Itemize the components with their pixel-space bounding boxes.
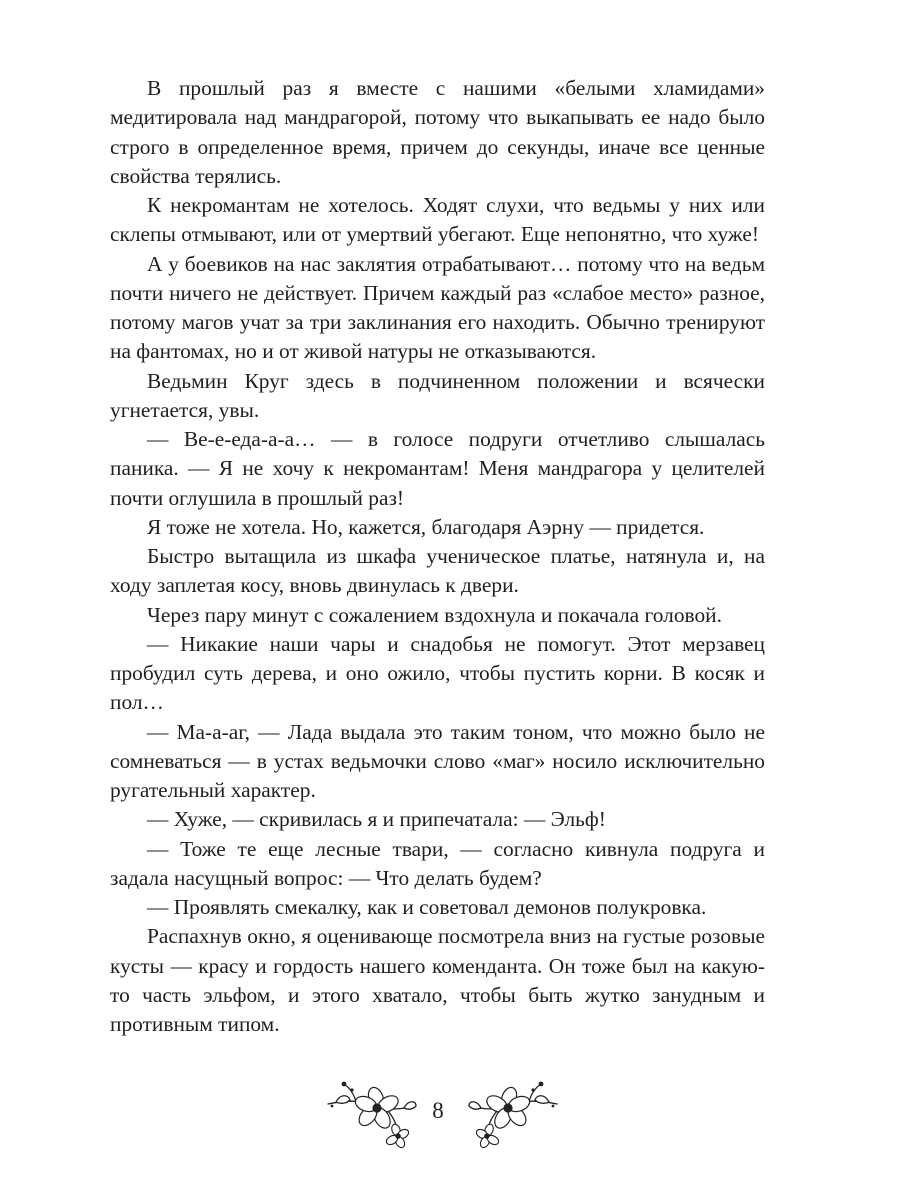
paragraph: Распахнув окно, я оценивающе посмотрела вниз на густые розовые кусты — красу и гордость нашего коменданта. Он тоже был на какую-то часть эльфом, и этого хватало, чтобы быть жутко занудным и противным типом. [110, 924, 765, 1036]
paragraph: — Ма-а-аг, — Лада выдала это таким тоном, что можно было не сомневаться — в устах ведьмочки слово «маг» носило исключительно ругательный характер. [110, 719, 765, 802]
paragraph: В прошлый раз я вместе с нашими «белыми хламидами» медитировала над мандрагорой, потому что выкапывать ее надо было строго в определенное время, причем до секунды, иначе все ценные свойства терялись. [110, 76, 765, 188]
paragraph: — Никакие наши чары и снадобья не помогут. Этот мерзавец пробудил суть дерева, и оно ожило, чтобы пустить корни. В косяк и пол… [110, 631, 765, 715]
body-text [110, 74, 765, 1039]
paragraph: Я тоже не хотела. Но, кажется, благодаря Аэрну — придется. [147, 514, 705, 539]
paragraph: Ведьмин Круг здесь в подчиненном положении и всячески угнетается, увы. [110, 368, 765, 422]
paragraph: — Ве-е-еда-а-а… — в голосе подруги отчетливо слышалась паника. — Я не хочу к некромантам! Меня мандрагора у целителей почти оглушила в прошлый раз! [110, 427, 765, 510]
blossom-branch-icon [322, 1076, 418, 1152]
paragraph: — Хуже, — скривилась я и припечатала: — Эльф! [147, 807, 606, 832]
paragraph: А у боевиков на нас заклятия отрабатывают… потому что на ведьм почти ничего не действует. Причем каждый раз «слабое место» разное, потому магов учат за три заклинания его находить. Обычно тренируют на фантомах, но и от живой натуры не отказываются. [110, 251, 765, 364]
paragraph: К некромантам не хотелось. Ходят слухи, что ведьмы у них или склепы отмывают, или от умертвий убегают. Еще непонятно, что хуже! [110, 193, 765, 247]
page-footer [0, 1076, 900, 1156]
paragraph: Через пару минут с сожалением вздохнула и покачала головой. [147, 602, 722, 627]
blossom-branch-icon [467, 1076, 563, 1152]
paragraph: — Проявлять смекалку, как и советовал демонов полукровка. [147, 895, 707, 919]
paragraph: — Тоже те еще лесные твари, — согласно кивнула подруга и задала насущный вопрос: — Что делать будем? [110, 836, 765, 890]
paragraph: Быстро вытащила из шкафа ученическое платье, натянула и, на ходу заплетая косу, вновь двинулась к двери. [110, 544, 765, 598]
page-number: 8 [432, 1098, 444, 1123]
